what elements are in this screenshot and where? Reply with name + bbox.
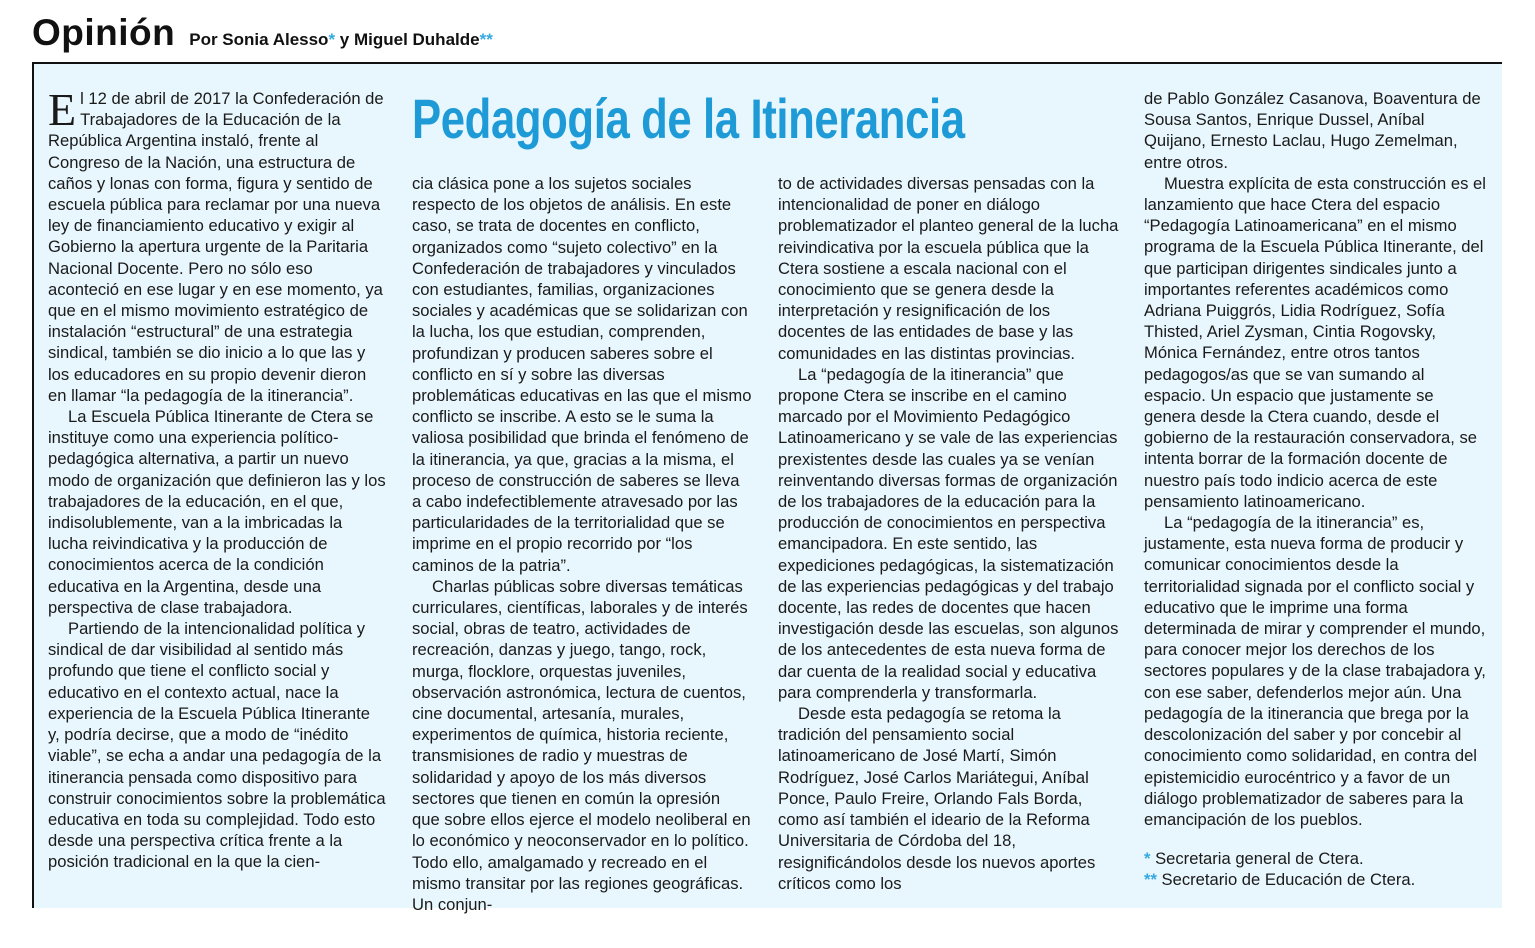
paragraph: La Escuela Pública Itinerante de Ctera se instituye como una experiencia político-pedagógica alternativa, a partir un nuevo modo de organización que definieron las y los trabajadores de la educación, en el que, indisolublemente, van a la imbricadas la lucha reivindicativa y la producción de conocimientos acerca de la condición educativa en la Argentina, desde una perspectiva de clase trabajadora. <box>48 407 386 617</box>
paragraph: La “pedagogía de la itinerancia” que propone Ctera se inscribe en el camino marcado por el Movimiento Pedagógico Latinoamericano y se vale de las experiencias prexistentes desde las cuales ya se venían reinventando diversas formas de organización de los trabajadores de la educación para la producción de conocimientos en perspectiva emancipadora. En este sentido, las expediciones pedagógicas, la sistematización de las experiencias pedagógicas y del trabajo docente, las redes de docentes que hacen investigación desde las escuelas, son algunos de los antecedentes de esta nueva forma de dar cuenta de la realidad social y educativa para comprenderla y transformarla. <box>778 364 1119 702</box>
paragraph: Partiendo de la intencionalidad política y sindical de dar visibilidad al sentido más profundo que tiene el conflicto social y educativo en el contexto actual, nace la experiencia de la Escuela Pública Itinerante y, podría decirse, que a modo de “inédito viable”, se echa a andar una pedagogía de la itinerancia pensada como dispositivo para construir conocimientos sobre la problemática educativa en toda su complejidad. Todo esto desde una perspectiva crítica frente a la posición tradicional en la que la cien- <box>48 619 386 872</box>
paragraph-text: l 12 de abril de 2017 la Confederación de Trabajadores de la Educación de la República Argentina instaló, frente al Congreso de la Nación, una estructura de caños y lonas con forma, figura y sentido de escuela pública para reclamar por una nueva ley de financiamiento educativo y exigir al Gobierno la apertura urgente de la Paritaria Nacional Docente. Pero no sólo eso aconteció en ese lugar y en ese momento, ya que en el mismo movimiento estratégico de instalación “estructural” de una estrategia sindical, también se dio inicio a lo que las y los educadores en su propio devenir dieron en llamar “la pedagogía de la itinerancia”. <box>48 89 384 405</box>
byline-author-2: y Miguel Duhalde <box>335 30 480 49</box>
footnote-text: Secretario de Educación de Ctera. <box>1161 870 1416 890</box>
paragraph: cia clásica pone a los sujetos sociales respecto de los objetos de análisis. En este caso, se trata de docentes en conflicto, organizados como “sujeto colectivo” en la Confederación de trabajadores y vinculados con estudiantes, familias, organizaciones sociales y académicas que se solidarizan con la lucha, los que estudian, comprenden, profundizan y producen saberes sobre el conflicto en sí y sobre las diversas problemáticas educativas en las que el mismo conflicto se inscribe. A esto se le suma la valiosa posibilidad que brinda el fenómeno de la itinerancia, ya que, gracias a la misma, el proceso de construcción de saberes se lleva a cabo indefectiblemente atravesado por las particularidades de la territorialidad que se imprime en el propio recorrido por “los caminos de la patria”. <box>412 174 752 575</box>
article-header <box>32 12 493 62</box>
footnote-mark: ** <box>1144 870 1157 890</box>
headline: Pedagogía de la Itinerancia <box>412 87 965 150</box>
paragraph: Charlas públicas sobre diversas temáticas curriculares, científicas, laborales y de interés social, obras de teatro, actividades de recreación, danzas y juego, tango, rock, murga, flocklore, orquestas juveniles, observación astronómica, lectura de cuentos, cine documental, artesanía, murales, experimentos de química, historia reciente, transmisiones de radio y muestras de solidaridad y apoyo de los más diversos sectores que tienen en común la opresión que sobre ellos ejerce el modelo neoliberal en lo económico y neoconservador en lo político. Todo ello, amalgamado y recreado en el mismo transitar por las regiones geográficas. Un conjun- <box>412 576 751 914</box>
column-3 <box>778 173 1121 894</box>
paragraph <box>48 84 386 406</box>
column-2 <box>412 173 752 915</box>
paragraph: La “pedagogía de la itinerancia” es, justamente, esta nueva forma de producir y comunicar conocimientos desde la territorialidad signada por el conflicto social y educativo que le imprime una forma determinada de mirar y comprender el mundo, para conocer mejor los derechos de los sectores populares y de la clase trabajadora y, con ese saber, defenderlos mejor aún. Una pedagogía de la itinerancia que brega por la descolonización del saber y por concebir al conocimiento como solidaridad, en contra del epistemicidio eurocéntrico y a favor de un diálogo problematizador de saberes para la emancipación de los pueblos. <box>1144 513 1486 829</box>
paragraph: Muestra explícita de esta construcción es el lanzamiento que hace Ctera del espacio “Pedagogía Latinoamericana” en el mismo programa de la Escuela Pública Itinerante, del que participan dirigentes sindicales junto a importantes referentes académicos como Adriana Puiggrós, Lidia Rodríguez, Sofía Thisted, Ariel Zysman, Cintia Rogovsky, Mónica Fernández, entre otros tantos pedagogos/as que se van sumando al espacio. Un espacio que justamente se genera desde la Ctera cuando, desde el gobierno de la restauración conservadora, se intenta borrar de la formación docente de nuestro país todo indicio acerca de este pensamiento latinoamericano. <box>1144 173 1486 511</box>
column-1 <box>48 84 386 873</box>
paragraph: de Pablo González Casanova, Boaventura de Sousa Santos, Enrique Dussel, Aníbal Quijano, Ernesto Laclau, Hugo Zemelman, entre otros. <box>1144 89 1481 172</box>
article-body <box>32 62 1502 914</box>
paragraph: Desde esta pedagogía se retoma la tradición del pensamiento social latinoamericano de José Martí, Simón Rodríguez, José Carlos Mariátegui, Aníbal Ponce, Paulo Freire, Orlando Fals Borda, como así también el ideario de la Reforma Universitaria de Córdoba del 18, resignificándolos desde los nuevos aportes críticos como los <box>778 704 1096 893</box>
paragraph: to de actividades diversas pensadas con la intencionalidad de poner en diálogo problematizador el planteo general de la lucha reivindicativa por la escuela pública que la Ctera sostiene a escala nacional con el conocimiento que se genera desde la interpretación y resignificación de los docentes de las entidades de base y las comunidades en las distintas provincias. <box>778 174 1119 363</box>
asterisk-1: * <box>328 30 336 49</box>
asterisk-2: ** <box>479 30 493 49</box>
byline <box>189 30 493 50</box>
section-label: Opinión <box>32 12 176 53</box>
footnote-text: Secretaria general de Ctera. <box>1155 849 1364 869</box>
footnotes <box>1144 848 1486 890</box>
footnote <box>1144 848 1486 869</box>
column-4 <box>1144 88 1486 891</box>
dropcap: E <box>48 84 77 135</box>
footnote <box>1144 869 1486 890</box>
footnote-mark: * <box>1144 849 1151 869</box>
byline-author-1: Por Sonia Alesso <box>189 30 329 49</box>
